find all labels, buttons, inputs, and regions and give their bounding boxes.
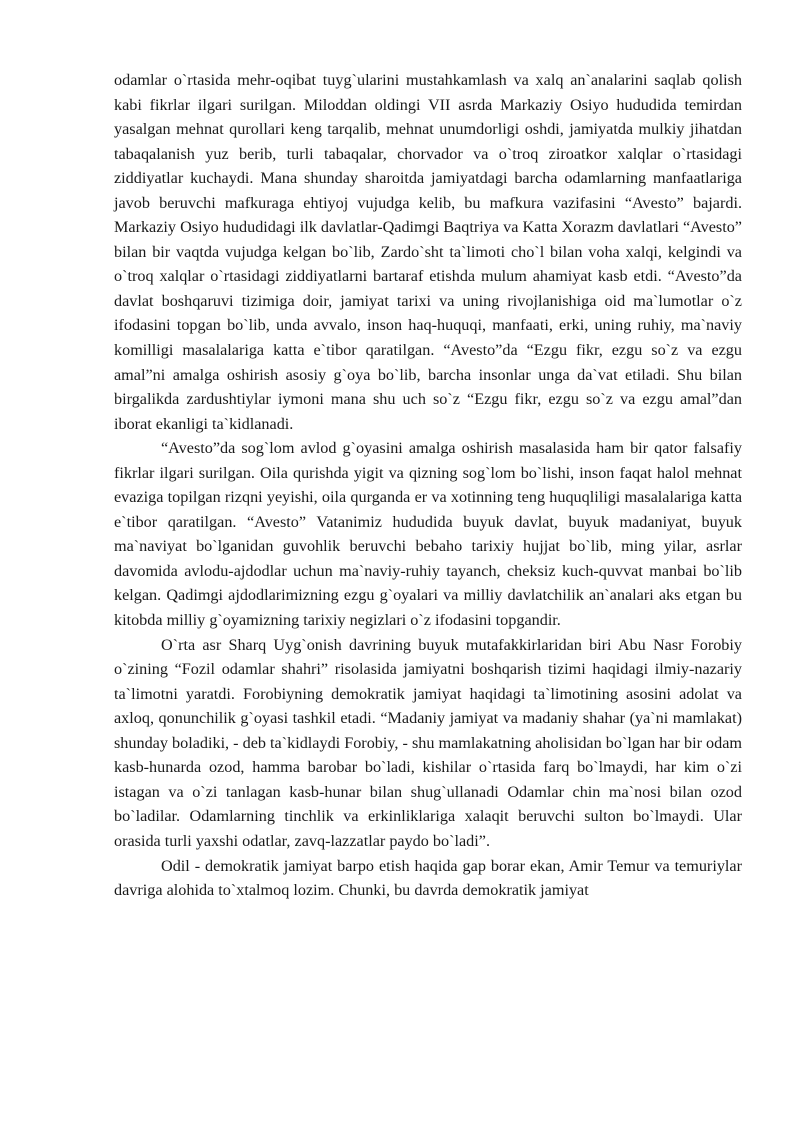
paragraph-healthy-generation: “Avesto”da sog`lom avlod g`oyasini amalga oshirish masalasida ham bir qator falsafiy fikrlar ilgari surilgan. Oila qurishda yigit va qizning sog`lom bo`lishi, inson faqat halol mehnat evaziga topilgan rizqni yeyishi, oila qurganda er va xotinning teng huquqliligi masalalariga katta e`tibor qaratilgan. “Avesto” Vatanimiz hududida buyuk davlat, buyuk madaniyat, buyuk ma`naviyat bo`lganidan guvohlik beruvchi bebaho tarixiy hujjat bo`lib, ming yilar, asrlar davomida avlodu-ajdodlar uchun ma`naviy-ruhiy tayanch, cheksiz kuch-quvvat manbai bo`lib kelgan. Qadimgi ajdodlarimizning ezgu g`oyalari va milliy davlatchilik an`analari aks etgan bu kitobda milliy g`oyamizning tarixiy negizlari o`z ifodasini topgandir. bbox=[114, 439, 742, 630]
paragraph-avesto-intro: odamlar o`rtasida mehr-oqibat tuyg`ularini mustahkamlash va xalq an`analarini saqlab qolish kabi fikrlar ilgari surilgan. Miloddan oldingi VII asrda Markaziy Osiyo hududida temirdan yasalgan mehnat qurollari keng tarqalib, mehnat unumdorligi oshdi, jamiyatda mulkiy jihatdan tabaqalanish yuz berib, turli tabaqalar, chorvador va o`troq ziroatkor xalqlar o`rtasidagi ziddiyatlar kuchaydi. Mana shunday sharoitda jamiyatdagi barcha odamlarning manfaatlariga javob beruvchi mafkuraga ehtiyoj vujudga kelib, bu mafkura vazifasini “Avesto” bajardi. Markaziy Osiyo hududidagi ilk davlatlar-Qadimgi Baqtriya va Katta Xorazm davlatlari “Avesto” bilan bir vaqtda vujudga kelgan bo`lib, Zardo`sht ta`limoti cho`l bilan voha xalqi, kelgindi va o`troq xalqlar o`rtasidagi ziddiyatlarni bartaraf etishda mulum ahamiyat kasb etdi. “Avesto”da davlat boshqaruvi tizimiga doir, jamiyat tarixi va uning rivojlanishiga oid ma`lumotlar o`z ifodasini topgan bo`lib, unda avvalo, inson haq-huquqi, manfaati, erki, uning ruhiy, ma`naviy komilligi masalalariga katta e`tibor qaratilgan. “Avesto”da “Ezgu fikr, ezgu so`z va ezgu amal”ni amalga oshirish asosiy g`oya bo`lib, barcha insonlar unga da`vat etiladi. Shu bilan birgalikda zardushtiylar iymoni mana shu uch so`z “Ezgu fikr, ezgu so`z va ezgu amal”dan iborat ekanligi ta`kidlanadi. bbox=[114, 71, 742, 433]
document-page bbox=[114, 68, 742, 903]
paragraph-amir-temur: Odil - demokratik jamiyat barpo etish haqida gap borar ekan, Amir Temur va temuriylar davriga alohida to`xtalmoq lozim. Chunki, bu davrda demokratik jamiyat bbox=[114, 856, 742, 900]
paragraph-forobiy: O`rta asr Sharq Uyg`onish davrining buyuk mutafakkirlaridan biri Abu Nasr Forobiy o`zining “Fozil odamlar shahri” risolasida jamiyatni boshqarish tizimi haqidagi ilmiy-nazariy ta`limotni yaratdi. Forobiyning demokratik jamiyat haqidagi ta`limotining asosini adolat va axloq, qonunchilik g`oyasi tashkil etadi. “Madaniy jamiyat va madaniy shahar (ya`ni mamlakat) shunday boladiki, - deb ta`kidlaydi Forobiy, - shu mamlakatning aholisidan bo`lgan har bir odam kasb-hunarda ozod, hamma barobar bo`ladi, kishilar o`rtasida farq bo`lmaydi, har kim o`zi istagan va o`zi tanlagan kasb-hunar bilan shug`ullanadi Odamlar chin ma`nosi bilan ozod bo`ladilar. Odamlarning tinchlik va erkinliklariga xalaqit beruvchi sulton bo`lmaydi. Ular orasida turli yaxshi odatlar, zavq-lazzatlar paydo bo`ladi”. bbox=[114, 635, 742, 850]
